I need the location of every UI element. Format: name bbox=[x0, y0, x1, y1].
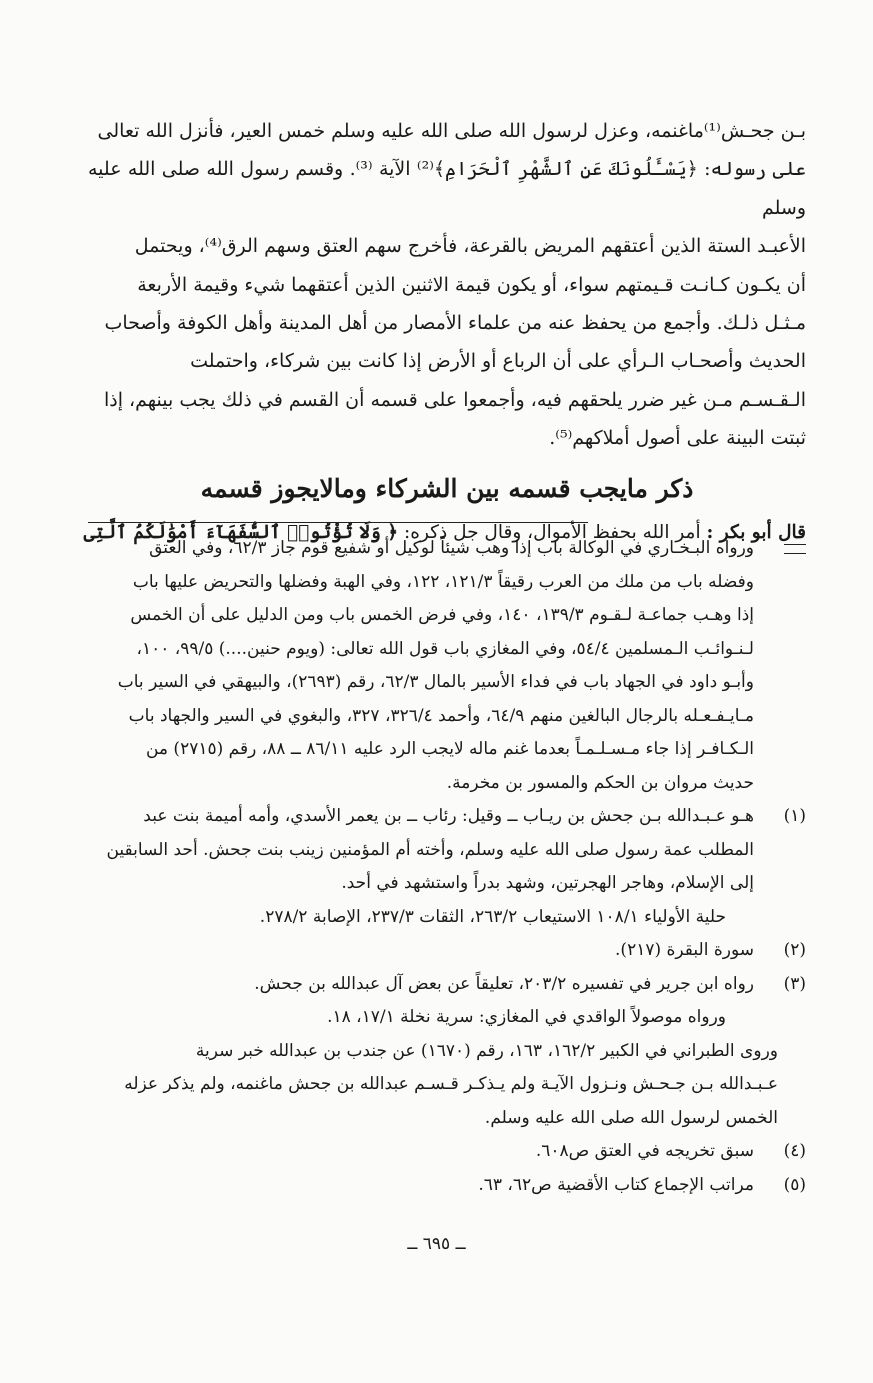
main-line: الأعبـد الستة الذين أعتقهم المريض بالقرعة، فأخرج سهم العتق وسهم الرق⁽⁴⁾، ويحتمل bbox=[134, 235, 806, 258]
footnote-line: هـو عـبـدالله بـن جحش بن ريـاب ــ وقيل: رئاب ــ بن يعمر الأسدي، وأمه أميمة بنت عبد bbox=[143, 806, 754, 826]
footnote-1 bbox=[88, 800, 806, 934]
footnote-number: (٤) bbox=[783, 1141, 806, 1161]
footnote-line: المطلب عمة رسول صلى الله عليه وسلم، وأخته أم المؤمنين زينب بنت جحش. أحد السابقين bbox=[106, 839, 754, 860]
footnote-line: الخمس لرسول الله صلى الله عليه وسلم. bbox=[484, 1107, 778, 1128]
footnote-reference: حلية الأولياء ١٠٨/١ الاستيعاب ٢٦٣/٢، الثقات ٢٣٧/٣، الإصابة ٢٧٨/٢. bbox=[259, 906, 726, 927]
footnote-line: الـكـافـر إذا جاء مـسـلـمـاً بعدما غنم ماله لايجب الرد عليه ٨٦/١١ ــ ٨٨، رقم (٢٧١٥) من bbox=[145, 739, 754, 759]
footnote-line: حديث مروان بن الحكم والمسور بن مخرمة. bbox=[446, 772, 754, 793]
continuation-mark-icon bbox=[754, 532, 806, 800]
section-heading: ذكر مايجب قسمه بين الشركاء ومالايجوز قسمه bbox=[200, 473, 694, 503]
footnote-line: إذا وهـب جماعـة لـقـوم ١٣٩/٣، ١٤٠، وفي فرض الخمس باب ومن الدليل على أن الخمس bbox=[130, 605, 754, 625]
footnote-line: سبق تخريجه في العتق ص٦٠٨. bbox=[535, 1141, 754, 1161]
footnote-line: مراتب الإجماع كتاب الأقضية ص٦٢، ٦٣. bbox=[478, 1174, 754, 1195]
main-text bbox=[88, 112, 806, 458]
main-line: الـقـسـم مـن غير ضرر يلحقهم فيه، وأجمعوا على قسمه أن القسم في ذلك يجب بينهم، إذا bbox=[103, 388, 806, 411]
main-line: بـن جحـش⁽¹⁾ماغنمه، وعزل لرسول الله صلى الله عليه وسلم خمس العير، فأنزل الله تعالى bbox=[97, 120, 806, 142]
footnote-number: (٣) bbox=[783, 973, 806, 994]
main-line: ثبتت البينة على أصول أملاكهم⁽⁵⁾. bbox=[549, 427, 806, 450]
page-number: ــ ٦٩٥ ــ bbox=[407, 1234, 466, 1254]
footnote-line: مـايـفـعـله بالرجال البالغين منهم ٦٤/٩، وأحمد ٣٢٦/٤، ٣٢٧، والبغوي في السير والجهاد باب bbox=[128, 705, 754, 726]
footnote-line: وفضله باب من ملك من العرب رقيقاً ١٢١/٣، ١٢٢، وفي الهبة وفضلها والتحريض عليها باب bbox=[132, 571, 754, 592]
footnote-5 bbox=[88, 1169, 806, 1203]
footnote-line: إلى الإسلام، وهاجر الهجرتين، وشهد بدراً واستشهد في أحد. bbox=[341, 873, 754, 893]
footnote-line: ورواه موصولاً الواقدي في المغازي: سرية نخلة ١٧/١، ١٨. bbox=[327, 1007, 726, 1027]
quran-quote: ﴿ وَلَا تُؤْتُوا۟ ٱلسُّفَهَآءَ أَمْوَٰلَكُمُ ٱلَّتِى bbox=[83, 521, 399, 543]
page-body bbox=[83, 112, 806, 551]
main-line: مـثـل ذلـك. وأجمع من يحفظ عنه من علماء الأمصار من أهل المدينة وأهل الكوفة وأصحاب bbox=[104, 312, 806, 335]
footnote-4 bbox=[88, 1135, 806, 1169]
main-line: على رسوله: ﴿يَسْـَٔلُونَكَ عَنِ ٱلشَّهْرِ ٱلْحَرَامِ﴾⁽²⁾ الآية ⁽³⁾. وقسم رسول الله صلى الله عليه وسلم bbox=[88, 158, 806, 219]
footnote-2 bbox=[88, 934, 806, 968]
footnote-3-continued bbox=[88, 1035, 806, 1136]
footnote-line: وأبـو داود في الجهاد باب في فداء الأسير بالمال ٦٢/٣، رقم (٢٦٩٣)، والبيهقي في السير باب bbox=[117, 672, 754, 692]
footnote-number: (٢) bbox=[783, 940, 806, 960]
main-line: الحديث وأصحـاب الـرأي على أن الرباع أو الأرض إذا كانت بين شركاء، واحتملت bbox=[190, 350, 806, 373]
footnote-continued bbox=[88, 532, 806, 800]
footnote-line: ورواه البـخـاري في الوكالة باب إذا وهب شيئاً لوكيل أو شفيع قوم جاز ٦٢/٣، وفي العتق bbox=[149, 538, 754, 558]
footnote-line: سورة البقرة (٢١٧). bbox=[615, 940, 754, 960]
footnote-line: لـنـوائـب الـمسلمين ٥٤/٤، وفي المغازي باب قول الله تعالى: (ويوم حنين....) ٩٩/٥، ١٠٠، bbox=[136, 638, 754, 659]
footnote-line: وروى الطبراني في الكبير ١٦٢/٢، ١٦٣، رقم (١٦٧٠) عن جندب بن عبدالله خبر سرية bbox=[195, 1040, 778, 1061]
footnote-line: عـبـدالله بـن جـحـش ونـزول الآيـة ولم يـذكـر قـسـم عبدالله بن جحش ماغنمه، ولم يذكر عزله bbox=[124, 1074, 778, 1094]
footnote-number: (٥) bbox=[783, 1174, 806, 1195]
footnote-3 bbox=[88, 968, 806, 1035]
footnotes bbox=[88, 532, 806, 1202]
author-label: قال أبو بكر : bbox=[706, 521, 806, 543]
footnote-line: رواه ابن جرير في تفسيره ٢٠٣/٢، تعليقاً عن بعض آل عبدالله بن جحش. bbox=[254, 973, 754, 994]
footnote-separator bbox=[88, 522, 588, 523]
lead-text: أمر الله بحفظ الأموال، وقال جل ذكره: bbox=[398, 521, 701, 543]
main-line: أن يكـون كـانـت قـيمتهم سواء، أو يكون قيمة الاثنين الذين أعتقهما شيء وقيمة الأربعة bbox=[137, 273, 806, 296]
footnote-number: (١) bbox=[783, 806, 806, 826]
